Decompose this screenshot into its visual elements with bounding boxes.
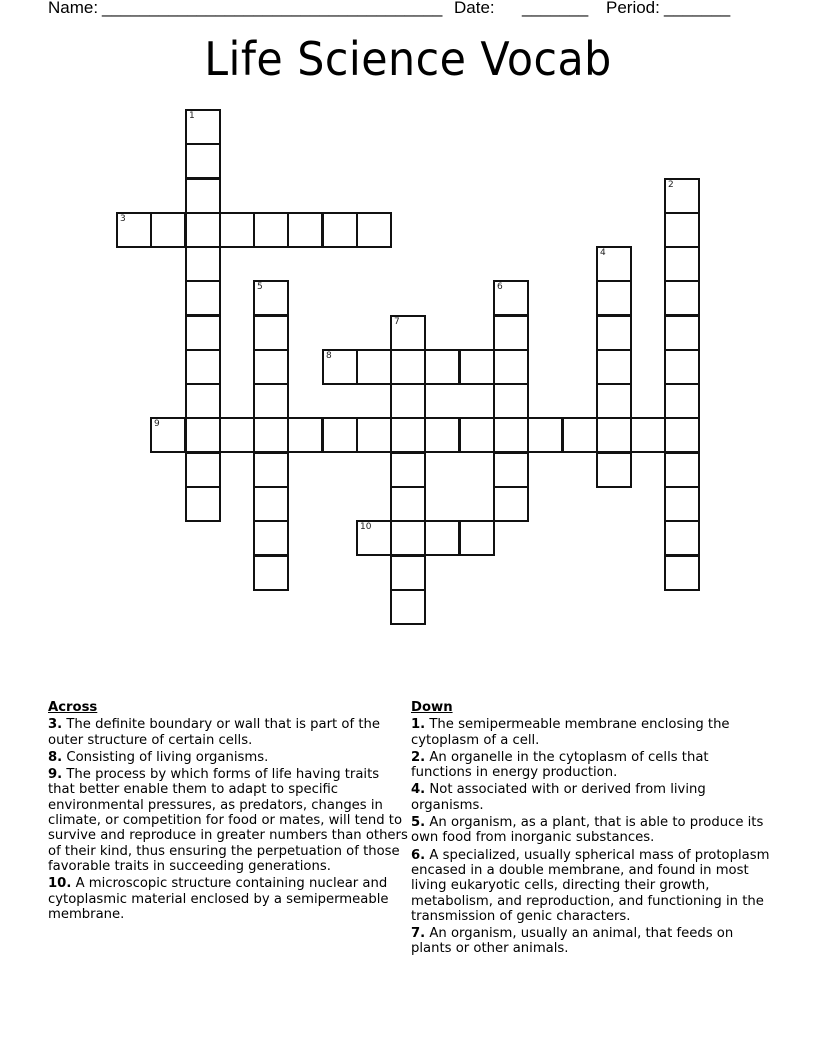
period-label: Period: <box>606 0 660 17</box>
across-clue <box>48 876 408 922</box>
crossword-cell[interactable] <box>185 109 221 145</box>
down-clue <box>411 782 771 813</box>
crossword-cell[interactable] <box>424 349 460 385</box>
clue-number: 1 <box>189 111 195 121</box>
across-clues <box>48 700 408 924</box>
clue-text: The semipermeable membrane enclosing the cytoplasm of a cell. <box>411 717 730 748</box>
crossword-cell[interactable] <box>390 555 426 591</box>
clue-text: A specialized, usually spherical mass of protoplasm encased in a double membrane, and found in most living eukaryotic cells, directing their growth, metabolism, and reproduction, and functioning in the transmission of genic characters. <box>411 847 770 924</box>
crossword-cell[interactable] <box>185 280 221 316</box>
clue-text: Consisting of living organisms. <box>62 749 269 765</box>
crossword-cell[interactable] <box>664 383 700 419</box>
crossword-cell[interactable] <box>630 417 666 453</box>
crossword-cell[interactable] <box>253 486 289 522</box>
crossword-cell[interactable] <box>356 212 392 248</box>
clue-number: 9 <box>154 419 160 429</box>
crossword-cell[interactable] <box>253 452 289 488</box>
name-label: Name: <box>48 0 99 17</box>
clue-text: Not associated with or derived from living organisms. <box>411 782 706 813</box>
crossword-cell[interactable] <box>356 349 392 385</box>
crossword-cell[interactable] <box>390 349 426 385</box>
clue-number-label: 6. <box>411 847 426 863</box>
crossword-cell[interactable] <box>390 315 426 351</box>
crossword-cell[interactable] <box>664 349 700 385</box>
clue-number: 8 <box>326 351 332 361</box>
clue-number-label: 8. <box>48 749 63 765</box>
crossword-cell[interactable] <box>253 349 289 385</box>
crossword-cell[interactable] <box>253 315 289 351</box>
date-label: Date: <box>454 0 495 17</box>
crossword-cell[interactable] <box>664 520 700 556</box>
crossword-cell[interactable] <box>493 349 529 385</box>
clue-number-label: 3. <box>48 717 63 733</box>
date-field[interactable]: _______ <box>522 0 589 17</box>
crossword-cell[interactable] <box>664 417 700 453</box>
crossword-cell[interactable] <box>253 417 289 453</box>
clue-number-label: 1. <box>411 717 426 733</box>
crossword-cell[interactable] <box>596 246 632 282</box>
clue-number-label: 9. <box>48 767 63 783</box>
clue-number: 4 <box>600 248 606 258</box>
crossword-cell[interactable] <box>664 555 700 591</box>
crossword-cell[interactable] <box>527 417 563 453</box>
crossword-cell[interactable] <box>390 520 426 556</box>
crossword-cell[interactable] <box>116 212 152 248</box>
down-clue-list <box>411 717 771 956</box>
crossword-cell[interactable] <box>596 383 632 419</box>
crossword-cell[interactable] <box>459 417 495 453</box>
clue-number-label: 4. <box>411 782 426 798</box>
crossword-cell[interactable] <box>185 143 221 179</box>
crossword-cell[interactable] <box>356 417 392 453</box>
down-clue <box>411 815 771 846</box>
clue-text: An organelle in the cytoplasm of cells that functions in energy production. <box>411 749 709 781</box>
crossword-cell[interactable] <box>219 212 255 248</box>
crossword-cell[interactable] <box>664 212 700 248</box>
across-clue <box>48 750 408 765</box>
page-title: Life Science Vocab <box>204 32 612 86</box>
crossword-cell[interactable] <box>185 417 221 453</box>
clue-number-label: 5. <box>411 815 426 831</box>
crossword-cell[interactable] <box>596 417 632 453</box>
crossword-cell[interactable] <box>664 246 700 282</box>
crossword-cell[interactable] <box>219 417 255 453</box>
crossword-cell[interactable] <box>596 349 632 385</box>
down-clues <box>411 700 771 959</box>
crossword-cell[interactable] <box>185 486 221 522</box>
crossword-cell[interactable] <box>185 212 221 248</box>
crossword-cell[interactable] <box>390 383 426 419</box>
crossword-cell[interactable] <box>253 383 289 419</box>
crossword-cell[interactable] <box>150 212 186 248</box>
across-heading: Across <box>48 700 98 715</box>
crossword-cell[interactable] <box>664 280 700 316</box>
clue-number: 7 <box>394 317 400 327</box>
crossword-cell[interactable] <box>322 349 358 385</box>
crossword-cell[interactable] <box>390 486 426 522</box>
crossword-cell[interactable] <box>424 520 460 556</box>
clue-number: 5 <box>257 282 263 292</box>
clue-number-label: 2. <box>411 749 426 765</box>
crossword-cell[interactable] <box>253 555 289 591</box>
crossword-cell[interactable] <box>390 452 426 488</box>
crossword-cell[interactable] <box>493 315 529 351</box>
clue-number-label: 7. <box>411 926 426 942</box>
down-clue <box>411 848 771 924</box>
crossword-cell[interactable] <box>562 417 598 453</box>
down-heading: Down <box>411 700 453 715</box>
name-field[interactable]: ____________________________________ <box>102 0 443 17</box>
across-clue <box>48 767 408 874</box>
crossword-cell[interactable] <box>664 486 700 522</box>
crossword-cell[interactable] <box>322 417 358 453</box>
clue-text: The definite boundary or wall that is part of the outer structure of certain cells. <box>48 717 380 748</box>
crossword-cell[interactable] <box>356 520 392 556</box>
crossword-cell[interactable] <box>150 417 186 453</box>
crossword-cell[interactable] <box>664 315 700 351</box>
down-clue <box>411 750 771 781</box>
clue-text: An organism, as a plant, that is able to produce its own food from inorganic substances. <box>411 815 764 846</box>
crossword-cell[interactable] <box>287 417 323 453</box>
crossword-cell[interactable] <box>459 349 495 385</box>
crossword-cell[interactable] <box>493 486 529 522</box>
down-clue <box>411 717 771 748</box>
crossword-cell[interactable] <box>185 349 221 385</box>
crossword-cell[interactable] <box>253 212 289 248</box>
crossword-cell[interactable] <box>493 280 529 316</box>
crossword-cell[interactable] <box>253 280 289 316</box>
clue-number: 6 <box>497 282 503 292</box>
clue-text: The process by which forms of life having traits that better enable them to adapt to specific environmental pressures, as predators, changes in climate, or competition for food or mates, will tend to survive and reproduce in greater numbers than others of their kind, thus ensuring the perpetuation of those favorable traits in succeeding generations. <box>48 767 408 874</box>
across-clue-list <box>48 717 408 922</box>
crossword-cell[interactable] <box>596 280 632 316</box>
crossword-cell[interactable] <box>664 178 700 214</box>
crossword-cell[interactable] <box>664 452 700 488</box>
crossword-cell[interactable] <box>390 417 426 453</box>
across-clue <box>48 717 408 748</box>
crossword-cell[interactable] <box>596 315 632 351</box>
crossword-cell[interactable] <box>185 178 221 214</box>
crossword-cell[interactable] <box>287 212 323 248</box>
crossword-cell[interactable] <box>596 452 632 488</box>
clue-number: 2 <box>668 180 674 190</box>
crossword-cell[interactable] <box>459 520 495 556</box>
crossword-cell[interactable] <box>493 417 529 453</box>
clue-number: 10 <box>360 522 372 532</box>
crossword-cell[interactable] <box>253 520 289 556</box>
crossword-cell[interactable] <box>424 417 460 453</box>
crossword-cell[interactable] <box>322 212 358 248</box>
crossword-cell[interactable] <box>390 589 426 625</box>
clue-number: 3 <box>120 214 126 224</box>
period-field[interactable]: _______ <box>664 0 731 17</box>
clue-text: A microscopic structure containing nuclear and cytoplasmic material enclosed by a semipermeable membrane. <box>48 876 389 922</box>
crossword-cell[interactable] <box>493 383 529 419</box>
down-clue <box>411 926 771 957</box>
crossword-cell[interactable] <box>185 383 221 419</box>
clue-number-label: 10. <box>48 876 72 892</box>
crossword-cell[interactable] <box>185 452 221 488</box>
clue-text: An organism, usually an animal, that feeds on plants or other animals. <box>411 926 734 957</box>
crossword-cell[interactable] <box>493 452 529 488</box>
crossword-cell[interactable] <box>185 246 221 282</box>
crossword-cell[interactable] <box>185 315 221 351</box>
